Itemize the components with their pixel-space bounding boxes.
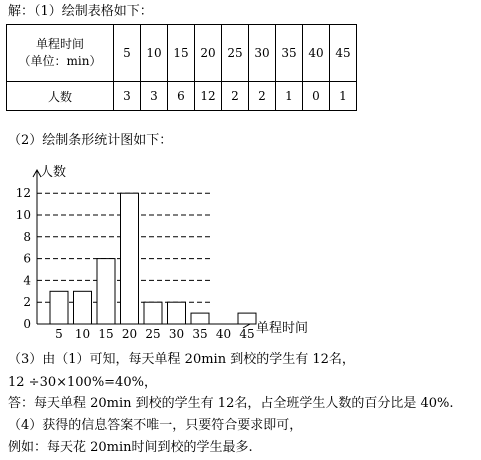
count-cell: 12 bbox=[195, 82, 222, 111]
y-tick-label: 0 bbox=[23, 317, 31, 331]
bar-chart bbox=[0, 158, 481, 340]
time-cell: 30 bbox=[249, 25, 276, 82]
table-row-time bbox=[7, 25, 357, 82]
table-row-count bbox=[7, 82, 357, 111]
y-tick-label: 4 bbox=[23, 273, 31, 288]
bar bbox=[121, 193, 139, 324]
bar bbox=[238, 313, 256, 324]
x-tick-label: 10 bbox=[74, 327, 91, 340]
time-cell: 25 bbox=[222, 25, 249, 82]
y-tick-label: 12 bbox=[15, 186, 31, 201]
solution-heading: 解：（1）绘制表格如下： bbox=[8, 4, 153, 19]
time-cell: 40 bbox=[303, 25, 330, 82]
part2-heading: （2）绘制条形统计图如下： bbox=[8, 133, 173, 148]
bar bbox=[74, 291, 92, 324]
bar bbox=[50, 291, 68, 324]
x-tick-label: 35 bbox=[192, 327, 208, 340]
count-cell: 1 bbox=[330, 82, 357, 111]
bar bbox=[144, 302, 162, 324]
bar bbox=[168, 302, 186, 324]
example-line: 例如：每天花 20min时间到校的学生最多. bbox=[8, 440, 253, 455]
y-axis-label: 人数 bbox=[40, 165, 67, 180]
time-header-line1: 单程时间 bbox=[35, 37, 84, 51]
time-cell: 20 bbox=[195, 25, 222, 82]
count-cell: 3 bbox=[141, 82, 168, 111]
count-cell: 2 bbox=[222, 82, 249, 111]
part4-line: （4）获得的信息答案不唯一，只要符合要求即可， bbox=[8, 418, 303, 433]
x-tick-label: 5 bbox=[55, 327, 63, 340]
time-cell: 35 bbox=[276, 25, 303, 82]
count-cell: 2 bbox=[249, 82, 276, 111]
time-cell: 5 bbox=[114, 25, 141, 82]
x-axis-label: 单程时间 bbox=[256, 321, 309, 336]
answer-line: 答：每天单程 20min 到校的学生有 12名，占全班学生人数的百分比是 40%. bbox=[8, 396, 454, 411]
count-cell: 0 bbox=[303, 82, 330, 111]
x-tick-label: 15 bbox=[98, 327, 114, 340]
count-cell: 1 bbox=[276, 82, 303, 111]
count-cell: 3 bbox=[114, 82, 141, 111]
time-cell: 45 bbox=[330, 25, 357, 82]
bar bbox=[97, 259, 115, 324]
y-tick-label: 6 bbox=[23, 251, 31, 266]
time-header-line2: （单位：min） bbox=[18, 54, 102, 68]
calculation-line: 12 ÷30×100%=40%， bbox=[8, 375, 157, 390]
y-tick-label: 8 bbox=[23, 229, 31, 244]
y-tick-label: 2 bbox=[23, 295, 31, 310]
frequency-table bbox=[6, 24, 357, 111]
x-tick-label: 40 bbox=[215, 327, 232, 340]
count-header-cell: 人数 bbox=[7, 82, 114, 111]
x-tick-label: 45 bbox=[239, 327, 255, 340]
x-tick-label: 25 bbox=[145, 327, 161, 340]
bar bbox=[191, 313, 209, 324]
time-header-cell bbox=[7, 25, 114, 82]
part3-line: （3）由（1）可知，每天单程 20min 到校的学生有 12名， bbox=[8, 352, 355, 367]
x-tick-label: 20 bbox=[121, 327, 138, 340]
time-cell: 15 bbox=[168, 25, 195, 82]
x-tick-label: 30 bbox=[168, 327, 185, 340]
y-tick-label: 10 bbox=[15, 208, 31, 222]
count-cell: 6 bbox=[168, 82, 195, 111]
time-cell: 10 bbox=[141, 25, 168, 82]
